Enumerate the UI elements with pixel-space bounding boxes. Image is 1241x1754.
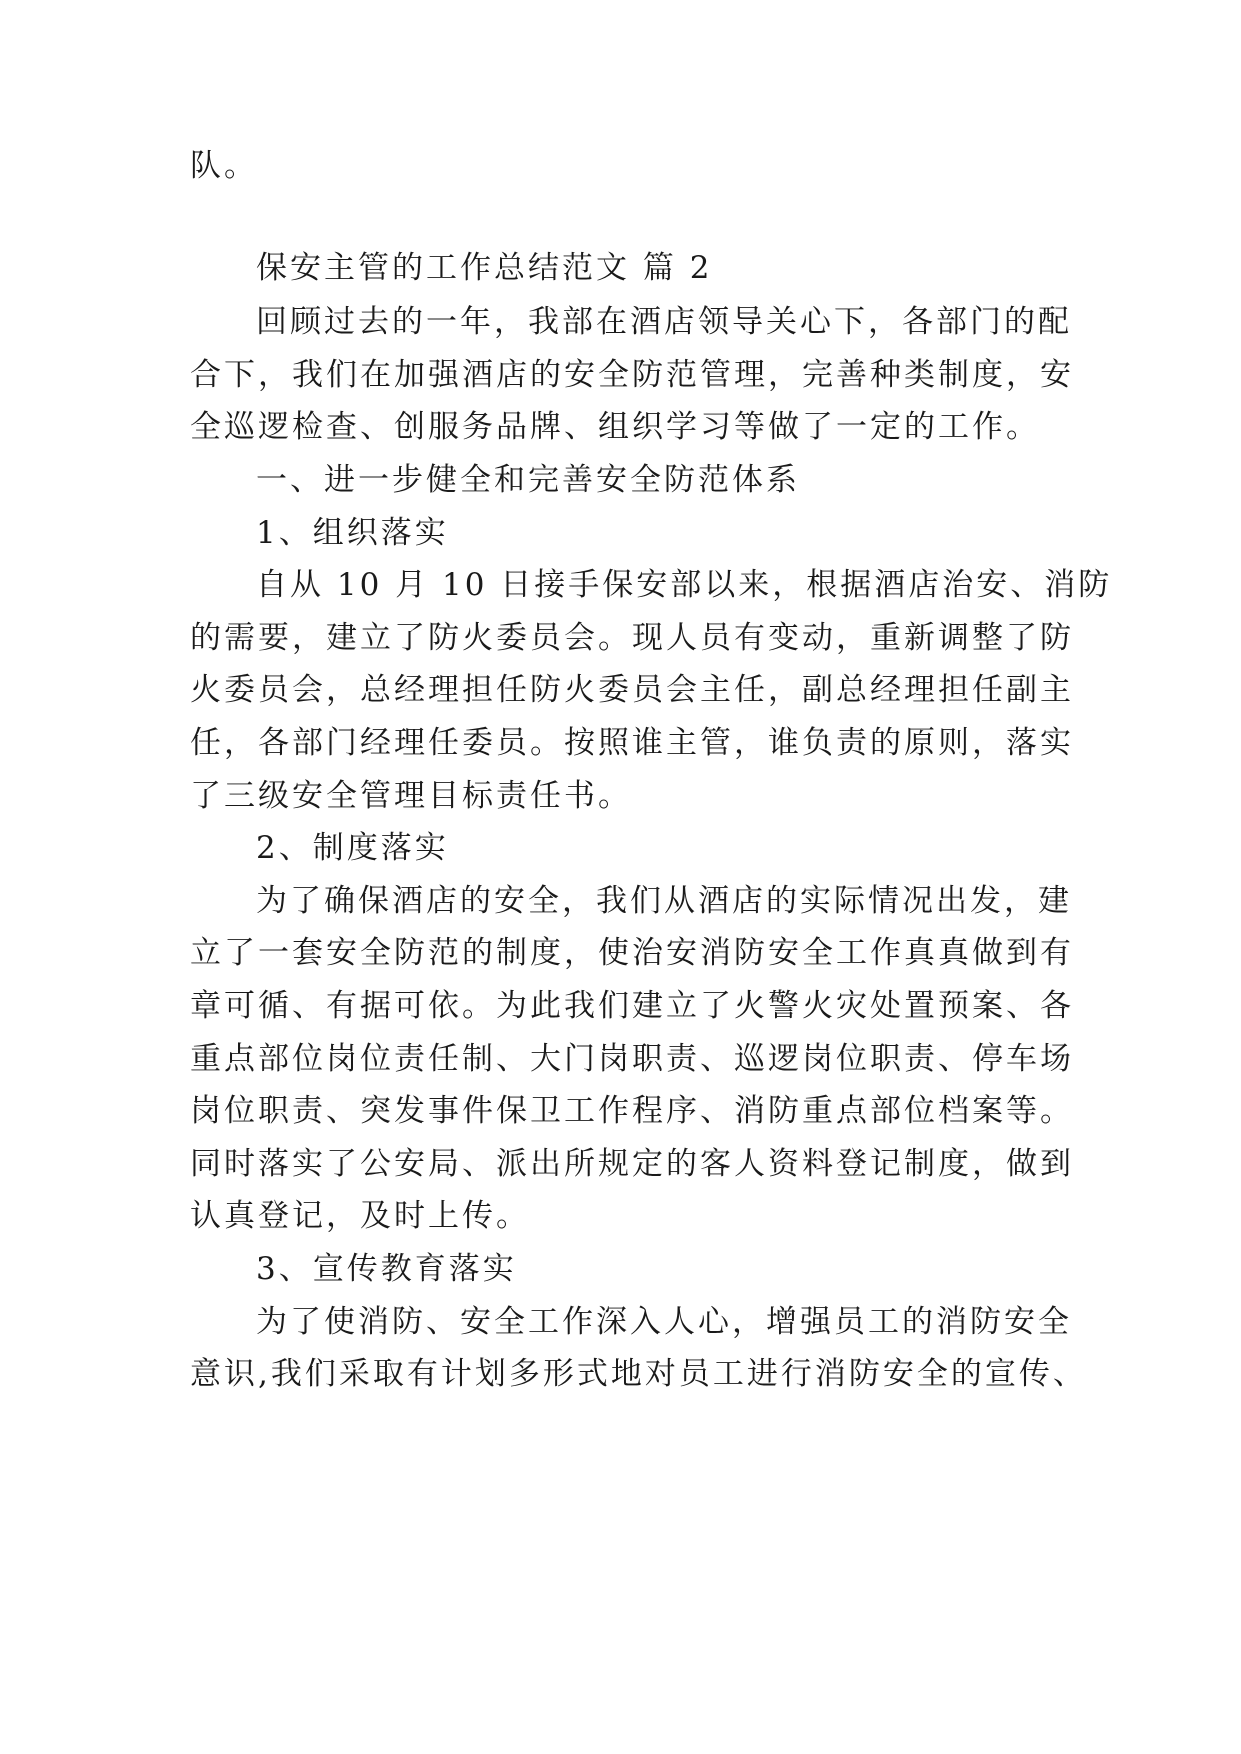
subheading-line: 2、制度落实 <box>256 830 449 866</box>
paragraph-line: 自从 10 月 10 日接手保安部以来，根据酒店治安、消防 <box>256 567 1113 603</box>
paragraph-line: 全巡逻检查、创服务品牌、组织学习等做了一定的工作。 <box>190 409 1040 445</box>
section-title: 保安主管的工作总结范文 篇 2 <box>256 250 713 286</box>
paragraph-line: 任，各部门经理任委员。按照谁主管，谁负责的原则，落实 <box>190 725 1074 761</box>
subheading-line: 1、组织落实 <box>256 515 449 551</box>
paragraph-line: 的需要，建立了防火委员会。现人员有变动，重新调整了防 <box>190 620 1074 656</box>
heading-line: 一、进一步健全和完善安全防范体系 <box>256 462 800 498</box>
paragraph-line: 重点部位岗位责任制、大门岗职责、巡逻岗位职责、停车场 <box>190 1041 1074 1077</box>
paragraph-line: 回顾过去的一年，我部在酒店领导关心下，各部门的配 <box>256 304 1072 340</box>
paragraph-line: 章可循、有据可依。为此我们建立了火警火灾处置预案、各 <box>190 988 1074 1024</box>
paragraph-line: 立了一套安全防范的制度，使治安消防安全工作真真做到有 <box>190 935 1074 971</box>
subheading-line: 3、宣传教育落实 <box>256 1251 517 1287</box>
paragraph-line: 意识,我们采取有计划多形式地对员工进行消防安全的宣传、 <box>190 1356 1087 1392</box>
paragraph-line: 为了确保酒店的安全，我们从酒店的实际情况出发，建 <box>256 883 1072 919</box>
paragraph-line: 了三级安全管理目标责任书。 <box>190 778 632 814</box>
paragraph-line: 火委员会，总经理担任防火委员会主任，副总经理担任副主 <box>190 672 1074 708</box>
paragraph-line: 岗位职责、突发事件保卫工作程序、消防重点部位档案等。 <box>190 1093 1074 1129</box>
paragraph-line: 为了使消防、安全工作深入人心，增强员工的消防安全 <box>256 1304 1072 1340</box>
text-line: 队。 <box>190 148 258 184</box>
paragraph-line: 同时落实了公安局、派出所规定的客人资料登记制度，做到 <box>190 1146 1074 1182</box>
paragraph-line: 合下，我们在加强酒店的安全防范管理，完善种类制度，安 <box>190 357 1074 393</box>
paragraph-line: 认真登记，及时上传。 <box>190 1198 530 1234</box>
